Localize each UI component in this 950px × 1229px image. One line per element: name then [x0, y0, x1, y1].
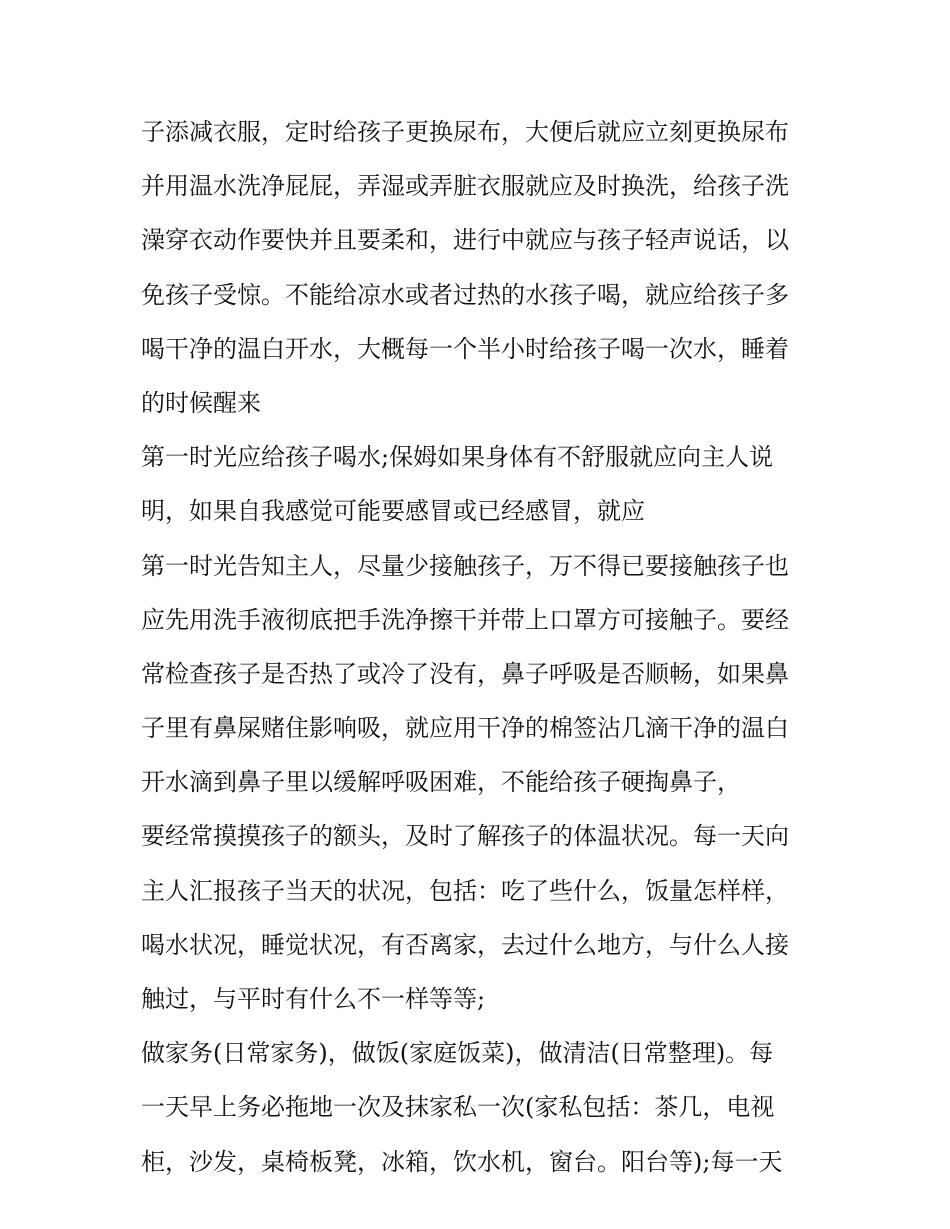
text-line: 做家务(日常家务)，做饭(家庭饭菜)，做清洁(日常整理)。每 [141, 1039, 774, 1068]
text-line: 子添减衣服，定时给孩子更换尿布，大便后就应立刻更换尿布 [141, 118, 789, 146]
text-line: 子里有鼻屎赌住影响吸，就应用干净的棉签沾几滴干净的温白 [141, 714, 789, 743]
text-line: 应先用洗手液彻底把手洗净擦干并带上口罩方可接触子。要经 [141, 605, 789, 634]
text-line: 一天早上务必拖地一次及抹家私一次(家私包括：茶几，电视 [141, 1093, 775, 1122]
text-line: 触过，与平时有什么不一样等等; [141, 985, 486, 1013]
text-line: 开水滴到鼻子里以缓解呼吸困难，不能给孩子硬掏鼻子， [141, 768, 741, 797]
text-line: 柜，沙发，桌椅板凳，冰箱，饮水机，窗台。阳台等);每一天 [141, 1147, 783, 1176]
text-line: 澡穿衣动作要快并且要柔和，进行中就应与孩子轻声说话，以 [141, 226, 789, 255]
text-line: 喝水状况，睡觉状况，有否离家，去过什么地方，与什么人接 [141, 930, 789, 959]
text-line: 常检查孩子是否热了或冷了没有，鼻子呼吸是否顺畅，如果鼻 [141, 659, 789, 688]
text-line: 免孩子受惊。不能给凉水或者过热的水孩子喝，就应给孩子多 [141, 280, 789, 309]
text-line: 第一时光应给孩子喝水;保姆如果身体有不舒服就应向主人说 [141, 443, 774, 472]
text-line: 主人汇报孩子当天的状况，包括：吃了些什么，饭量怎样样， [141, 876, 789, 905]
text-line: 要经常摸摸孩子的额头，及时了解孩子的体温状况。每一天向 [141, 822, 789, 851]
document-body [141, 105, 813, 1189]
text-line: 喝干净的温白开水，大概每一个半小时给孩子喝一次水，睡着 [141, 334, 789, 363]
text-line: 的时候醒来 [141, 388, 261, 417]
text-line: 明，如果自我感觉可能要感冒或已经感冒，就应 [141, 497, 645, 526]
text-line: 第一时光告知主人，尽量少接触孩子，万不得已要接触孩子也 [141, 551, 789, 580]
text-line: 并用温水洗净屁屁，弄湿或弄脏衣服就应及时换洗，给孩子洗 [141, 172, 789, 201]
